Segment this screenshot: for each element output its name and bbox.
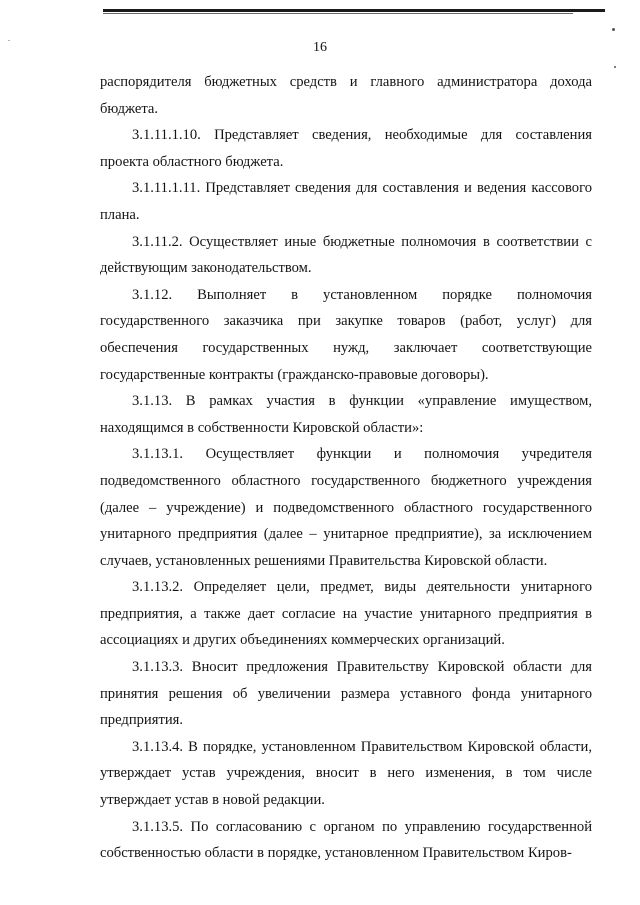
paragraph-3-1-13-5: 3.1.13.5. По согласованию с органом по управлению государственной собственностью области в порядке, установленном Правительством Киров- bbox=[100, 818, 592, 862]
paragraph-continuation: распорядителя бюджетных средств и главного администратора дохода бюджета. bbox=[100, 74, 592, 117]
paragraph-3-1-13: 3.1.13. В рамках участия в функции «управление имуществом, находящимся в собственности Кировской области»: bbox=[100, 393, 592, 436]
paragraph-3-1-13-3: 3.1.13.3. Вносит предложения Правительству Кировской области для принятия решения об увеличении размера уставного фонда унитарного предприятия. bbox=[100, 659, 592, 729]
top-scan-border bbox=[103, 9, 605, 12]
paragraph-3-1-13-4: 3.1.13.4. В порядке, установленном Правительством Кировской области, утверждает устав учреждения, вносит в него изменения, в том числе утверждает устав в новой редакции. bbox=[100, 738, 592, 809]
paragraph-3-1-13-1: 3.1.13.1. Осуществляет функции и полномочия учредителя подведомственного областного государственного бюджетного учреждения (далее – учреждение) и подведомственного областного государственного унитарного предприятия (далее – унитарное предприятие), за исключением случаев, установленных решениями Правительства Кировской области. bbox=[100, 446, 592, 569]
paragraph-3-1-12: 3.1.12. Выполняет в установленном порядке полномочия государственного заказчика при закупке товаров (работ, услуг) для обеспечения государственных нужд, заключает соответствующие государственные контракты (гражданско-правовые договоры). bbox=[100, 286, 592, 383]
body-text bbox=[100, 69, 592, 867]
paragraph-3-1-13-2: 3.1.13.2. Определяет цели, предмет, виды деятельности унитарного предприятия, а также дает согласие на участие унитарного предприятия в ассоциациях и других объединениях коммерческих организаций. bbox=[100, 579, 592, 649]
scan-speck bbox=[614, 66, 616, 68]
scan-speck bbox=[612, 28, 615, 31]
paragraph-3-1-11-2: 3.1.11.2. Осуществляет иные бюджетные полномочия в соответствии с действующим законодательством. bbox=[100, 233, 592, 277]
paragraph-3-1-11-1-10: 3.1.11.1.10. Представляет сведения, необходимые для составления проекта областного бюджета. bbox=[100, 127, 592, 170]
paragraph-3-1-11-1-11: 3.1.11.1.11. Представляет сведения для составления и ведения кассового плана. bbox=[100, 180, 592, 223]
top-scan-border-shadow bbox=[103, 13, 573, 14]
scan-speck bbox=[8, 40, 10, 41]
page-number: 16 bbox=[313, 40, 327, 55]
